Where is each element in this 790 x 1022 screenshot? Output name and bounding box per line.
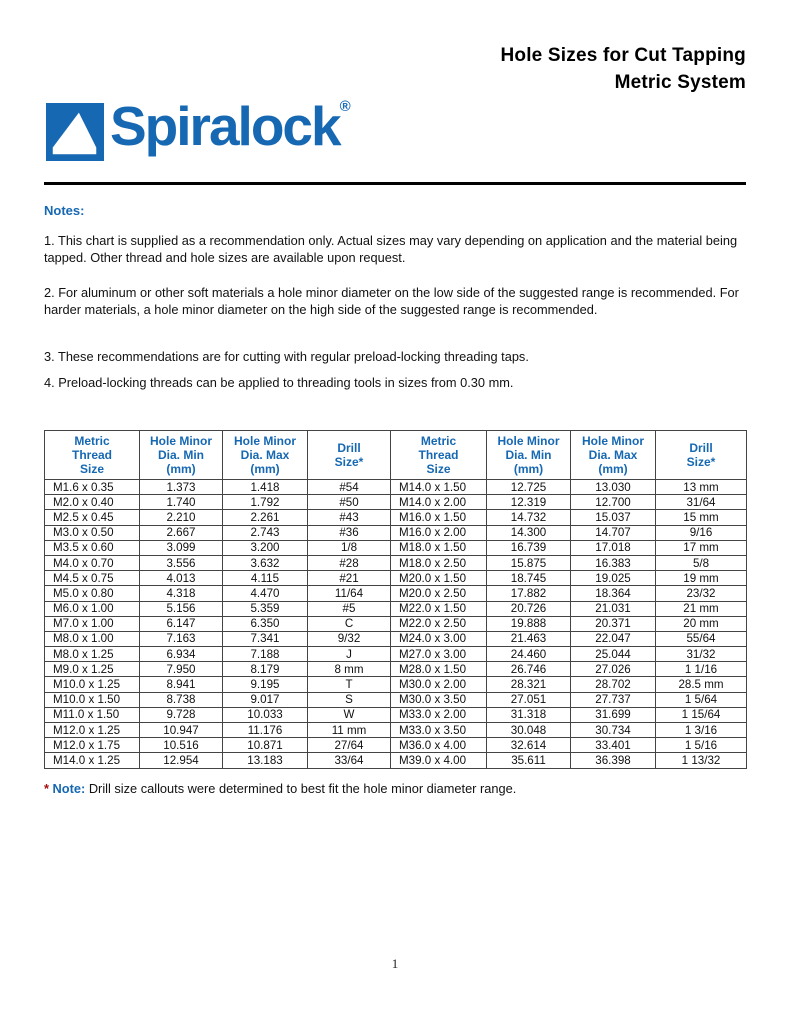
cell-metric-thread-size: M7.0 x 1.00 [45, 616, 140, 631]
cell-drill-size: #5 [308, 601, 391, 616]
hole-sizes-table-body [45, 480, 747, 769]
cell-metric-thread-size: M12.0 x 1.25 [45, 723, 140, 738]
cell-hole-minor-dia-min: 5.156 [140, 601, 223, 616]
cell-hole-minor-dia-max: 30.734 [571, 723, 656, 738]
cell-metric-thread-size: M33.0 x 3.50 [391, 723, 487, 738]
cell-metric-thread-size: M22.0 x 2.50 [391, 616, 487, 631]
cell-metric-thread-size: M14.0 x 1.50 [391, 480, 487, 495]
cell-hole-minor-dia-min: 12.954 [140, 753, 223, 768]
spiralock-logo-text: Spiralock [110, 95, 340, 157]
cell-metric-thread-size: M14.0 x 2.00 [391, 495, 487, 510]
note-item-3: 3. These recommendations are for cutting with regular preload-locking threading taps. [44, 349, 529, 364]
cell-drill-size: #50 [308, 495, 391, 510]
table-row [45, 601, 747, 616]
cell-metric-thread-size: M2.5 x 0.45 [45, 510, 140, 525]
cell-hole-minor-dia-min: 20.726 [487, 601, 571, 616]
cell-drill-size: 9/16 [656, 525, 747, 540]
cell-metric-thread-size: M14.0 x 1.25 [45, 753, 140, 768]
cell-drill-size: T [308, 677, 391, 692]
page-number: 1 [391, 956, 399, 971]
cell-metric-thread-size: M8.0 x 1.25 [45, 647, 140, 662]
cell-hole-minor-dia-min: 26.746 [487, 662, 571, 677]
table-row [45, 738, 747, 753]
cell-drill-size: 15 mm [656, 510, 747, 525]
cell-hole-minor-dia-max: 28.702 [571, 677, 656, 692]
cell-hole-minor-dia-min: 9.728 [140, 707, 223, 722]
table-row [45, 586, 747, 601]
cell-hole-minor-dia-max: 8.179 [223, 662, 308, 677]
cell-hole-minor-dia-min: 10.516 [140, 738, 223, 753]
page-title-line1: Hole Sizes for Cut Tapping [500, 45, 746, 66]
cell-drill-size: 31/32 [656, 647, 747, 662]
cell-drill-size: #43 [308, 510, 391, 525]
registered-trademark-symbol: ® [339, 98, 351, 115]
cell-hole-minor-dia-min: 7.950 [140, 662, 223, 677]
cell-drill-size: J [308, 647, 391, 662]
cell-metric-thread-size: M6.0 x 1.00 [45, 601, 140, 616]
cell-hole-minor-dia-max: 22.047 [571, 631, 656, 646]
cell-metric-thread-size: M33.0 x 2.00 [391, 707, 487, 722]
cell-metric-thread-size: M24.0 x 3.00 [391, 631, 487, 646]
cell-drill-size: 1 13/32 [656, 753, 747, 768]
cell-metric-thread-size: M20.0 x 2.50 [391, 586, 487, 601]
cell-hole-minor-dia-max: 36.398 [571, 753, 656, 768]
table-row [45, 677, 747, 692]
cell-hole-minor-dia-min: 31.318 [487, 707, 571, 722]
cell-hole-minor-dia-min: 14.732 [487, 510, 571, 525]
cell-hole-minor-dia-max: 18.364 [571, 586, 656, 601]
table-row [45, 692, 747, 707]
cell-drill-size: 13 mm [656, 480, 747, 495]
cell-drill-size: 8 mm [308, 662, 391, 677]
cell-hole-minor-dia-min: 18.745 [487, 571, 571, 586]
cell-metric-thread-size: M12.0 x 1.75 [45, 738, 140, 753]
column-header-hole-minor-dia-max: Hole Minor Dia. Max (mm) [223, 431, 308, 480]
cell-drill-size: 20 mm [656, 616, 747, 631]
cell-drill-size: 55/64 [656, 631, 747, 646]
cell-metric-thread-size: M30.0 x 3.50 [391, 692, 487, 707]
hole-sizes-table-header [45, 431, 747, 480]
cell-hole-minor-dia-min: 35.611 [487, 753, 571, 768]
cell-drill-size: 33/64 [308, 753, 391, 768]
cell-metric-thread-size: M18.0 x 2.50 [391, 555, 487, 570]
cell-drill-size: S [308, 692, 391, 707]
cell-metric-thread-size: M27.0 x 3.00 [391, 647, 487, 662]
cell-hole-minor-dia-max: 27.737 [571, 692, 656, 707]
cell-metric-thread-size: M11.0 x 1.50 [45, 707, 140, 722]
cell-hole-minor-dia-max: 4.115 [223, 571, 308, 586]
cell-hole-minor-dia-max: 14.707 [571, 525, 656, 540]
column-header-metric-thread-size: Metric Thread Size [45, 431, 140, 480]
cell-drill-size: #21 [308, 571, 391, 586]
cell-hole-minor-dia-min: 12.319 [487, 495, 571, 510]
cell-hole-minor-dia-max: 9.195 [223, 677, 308, 692]
cell-hole-minor-dia-max: 4.470 [223, 586, 308, 601]
cell-hole-minor-dia-max: 3.632 [223, 555, 308, 570]
cell-metric-thread-size: M3.0 x 0.50 [45, 525, 140, 540]
table-row [45, 480, 747, 495]
cell-drill-size: 11 mm [308, 723, 391, 738]
cell-hole-minor-dia-max: 31.699 [571, 707, 656, 722]
spiralock-mountain-icon [46, 103, 104, 161]
cell-hole-minor-dia-max: 5.359 [223, 601, 308, 616]
spiralock-logo [46, 97, 351, 161]
note-item-1: 1. This chart is supplied as a recommendation only. Actual sizes may vary depending on application and the material being tapped. Other thread and hole sizes are available upon request. [44, 233, 738, 265]
cell-metric-thread-size: M5.0 x 0.80 [45, 586, 140, 601]
cell-hole-minor-dia-max: 13.030 [571, 480, 656, 495]
cell-metric-thread-size: M10.0 x 1.25 [45, 677, 140, 692]
cell-hole-minor-dia-max: 19.025 [571, 571, 656, 586]
cell-hole-minor-dia-min: 15.875 [487, 555, 571, 570]
cell-hole-minor-dia-max: 1.792 [223, 495, 308, 510]
cell-metric-thread-size: M16.0 x 1.50 [391, 510, 487, 525]
cell-metric-thread-size: M8.0 x 1.00 [45, 631, 140, 646]
cell-hole-minor-dia-max: 9.017 [223, 692, 308, 707]
table-row [45, 647, 747, 662]
table-row [45, 753, 747, 768]
cell-metric-thread-size: M10.0 x 1.50 [45, 692, 140, 707]
cell-metric-thread-size: M30.0 x 2.00 [391, 677, 487, 692]
footnote-asterisk: * [44, 781, 49, 796]
table-row [45, 571, 747, 586]
cell-metric-thread-size: M4.0 x 0.70 [45, 555, 140, 570]
cell-drill-size: 1 1/16 [656, 662, 747, 677]
cell-hole-minor-dia-min: 2.667 [140, 525, 223, 540]
cell-metric-thread-size: M4.5 x 0.75 [45, 571, 140, 586]
table-row [45, 631, 747, 646]
table-row [45, 525, 747, 540]
cell-hole-minor-dia-max: 12.700 [571, 495, 656, 510]
cell-hole-minor-dia-max: 7.341 [223, 631, 308, 646]
column-header-drill-size: Drill Size* [656, 431, 747, 480]
cell-hole-minor-dia-min: 3.099 [140, 540, 223, 555]
cell-metric-thread-size: M1.6 x 0.35 [45, 480, 140, 495]
cell-drill-size: 19 mm [656, 571, 747, 586]
cell-hole-minor-dia-min: 4.013 [140, 571, 223, 586]
table-header-row [45, 431, 747, 480]
cell-drill-size: 1 5/64 [656, 692, 747, 707]
table-row [45, 555, 747, 570]
table-row [45, 495, 747, 510]
table-row [45, 707, 747, 722]
cell-drill-size: 1/8 [308, 540, 391, 555]
hole-sizes-table [44, 430, 747, 769]
cell-metric-thread-size: M9.0 x 1.25 [45, 662, 140, 677]
cell-hole-minor-dia-min: 21.463 [487, 631, 571, 646]
cell-metric-thread-size: M3.5 x 0.60 [45, 540, 140, 555]
cell-hole-minor-dia-min: 4.318 [140, 586, 223, 601]
cell-metric-thread-size: M20.0 x 1.50 [391, 571, 487, 586]
cell-hole-minor-dia-max: 13.183 [223, 753, 308, 768]
table-row [45, 510, 747, 525]
cell-hole-minor-dia-max: 20.371 [571, 616, 656, 631]
cell-hole-minor-dia-min: 28.321 [487, 677, 571, 692]
cell-metric-thread-size: M36.0 x 4.00 [391, 738, 487, 753]
cell-metric-thread-size: M16.0 x 2.00 [391, 525, 487, 540]
cell-hole-minor-dia-max: 11.176 [223, 723, 308, 738]
cell-hole-minor-dia-min: 27.051 [487, 692, 571, 707]
column-header-hole-minor-dia-max: Hole Minor Dia. Max (mm) [571, 431, 656, 480]
cell-hole-minor-dia-max: 10.871 [223, 738, 308, 753]
cell-metric-thread-size: M28.0 x 1.50 [391, 662, 487, 677]
cell-hole-minor-dia-max: 16.383 [571, 555, 656, 570]
column-header-drill-size: Drill Size* [308, 431, 391, 480]
cell-hole-minor-dia-min: 8.941 [140, 677, 223, 692]
cell-hole-minor-dia-max: 2.261 [223, 510, 308, 525]
cell-hole-minor-dia-min: 17.882 [487, 586, 571, 601]
cell-hole-minor-dia-min: 8.738 [140, 692, 223, 707]
header-divider [44, 182, 746, 185]
cell-hole-minor-dia-min: 16.739 [487, 540, 571, 555]
cell-hole-minor-dia-min: 30.048 [487, 723, 571, 738]
cell-hole-minor-dia-max: 21.031 [571, 601, 656, 616]
note-item-2: 2. For aluminum or other soft materials a hole minor diameter on the low side of the suggested range is recommended. For harder materials, a hole minor diameter on the high side of the suggested range is recommended. [44, 285, 739, 317]
cell-hole-minor-dia-min: 24.460 [487, 647, 571, 662]
cell-hole-minor-dia-min: 6.147 [140, 616, 223, 631]
cell-drill-size: 11/64 [308, 586, 391, 601]
cell-hole-minor-dia-min: 1.373 [140, 480, 223, 495]
cell-hole-minor-dia-min: 14.300 [487, 525, 571, 540]
footnote-text: Drill size callouts were determined to best fit the hole minor diameter range. [88, 781, 517, 796]
table-row [45, 723, 747, 738]
cell-drill-size: 31/64 [656, 495, 747, 510]
cell-hole-minor-dia-max: 6.350 [223, 616, 308, 631]
cell-drill-size: 1 3/16 [656, 723, 747, 738]
cell-drill-size: 28.5 mm [656, 677, 747, 692]
cell-hole-minor-dia-min: 2.210 [140, 510, 223, 525]
cell-hole-minor-dia-min: 19.888 [487, 616, 571, 631]
page-title [500, 42, 746, 96]
cell-hole-minor-dia-max: 7.188 [223, 647, 308, 662]
cell-hole-minor-dia-min: 32.614 [487, 738, 571, 753]
cell-drill-size: W [308, 707, 391, 722]
page-title-line2: Metric System [614, 72, 746, 93]
cell-metric-thread-size: M18.0 x 1.50 [391, 540, 487, 555]
cell-hole-minor-dia-max: 10.033 [223, 707, 308, 722]
footnote-label: Note: [52, 781, 86, 796]
cell-hole-minor-dia-min: 6.934 [140, 647, 223, 662]
cell-hole-minor-dia-min: 7.163 [140, 631, 223, 646]
cell-hole-minor-dia-min: 12.725 [487, 480, 571, 495]
table-row [45, 540, 747, 555]
cell-hole-minor-dia-max: 27.026 [571, 662, 656, 677]
column-header-hole-minor-dia-min: Hole Minor Dia. Min (mm) [140, 431, 223, 480]
cell-hole-minor-dia-max: 25.044 [571, 647, 656, 662]
cell-hole-minor-dia-min: 10.947 [140, 723, 223, 738]
cell-drill-size: 17 mm [656, 540, 747, 555]
cell-drill-size: 27/64 [308, 738, 391, 753]
cell-hole-minor-dia-min: 1.740 [140, 495, 223, 510]
cell-metric-thread-size: M39.0 x 4.00 [391, 753, 487, 768]
cell-drill-size: 5/8 [656, 555, 747, 570]
note-item-4: 4. Preload-locking threads can be applied to threading tools in sizes from 0.30 mm. [44, 375, 514, 390]
cell-hole-minor-dia-max: 15.037 [571, 510, 656, 525]
cell-hole-minor-dia-max: 1.418 [223, 480, 308, 495]
table-row [45, 616, 747, 631]
notes-heading: Notes: [44, 203, 85, 218]
cell-hole-minor-dia-max: 33.401 [571, 738, 656, 753]
cell-hole-minor-dia-max: 3.200 [223, 540, 308, 555]
column-header-metric-thread-size: Metric Thread Size [391, 431, 487, 480]
cell-drill-size: 1 15/64 [656, 707, 747, 722]
cell-hole-minor-dia-max: 17.018 [571, 540, 656, 555]
cell-hole-minor-dia-max: 2.743 [223, 525, 308, 540]
cell-metric-thread-size: M2.0 x 0.40 [45, 495, 140, 510]
cell-drill-size: #28 [308, 555, 391, 570]
cell-drill-size: C [308, 616, 391, 631]
cell-hole-minor-dia-min: 3.556 [140, 555, 223, 570]
cell-drill-size: 23/32 [656, 586, 747, 601]
footnote [44, 781, 746, 796]
cell-drill-size: #36 [308, 525, 391, 540]
cell-drill-size: #54 [308, 480, 391, 495]
cell-drill-size: 1 5/16 [656, 738, 747, 753]
column-header-hole-minor-dia-min: Hole Minor Dia. Min (mm) [487, 431, 571, 480]
cell-drill-size: 21 mm [656, 601, 747, 616]
table-row [45, 662, 747, 677]
cell-drill-size: 9/32 [308, 631, 391, 646]
cell-metric-thread-size: M22.0 x 1.50 [391, 601, 487, 616]
